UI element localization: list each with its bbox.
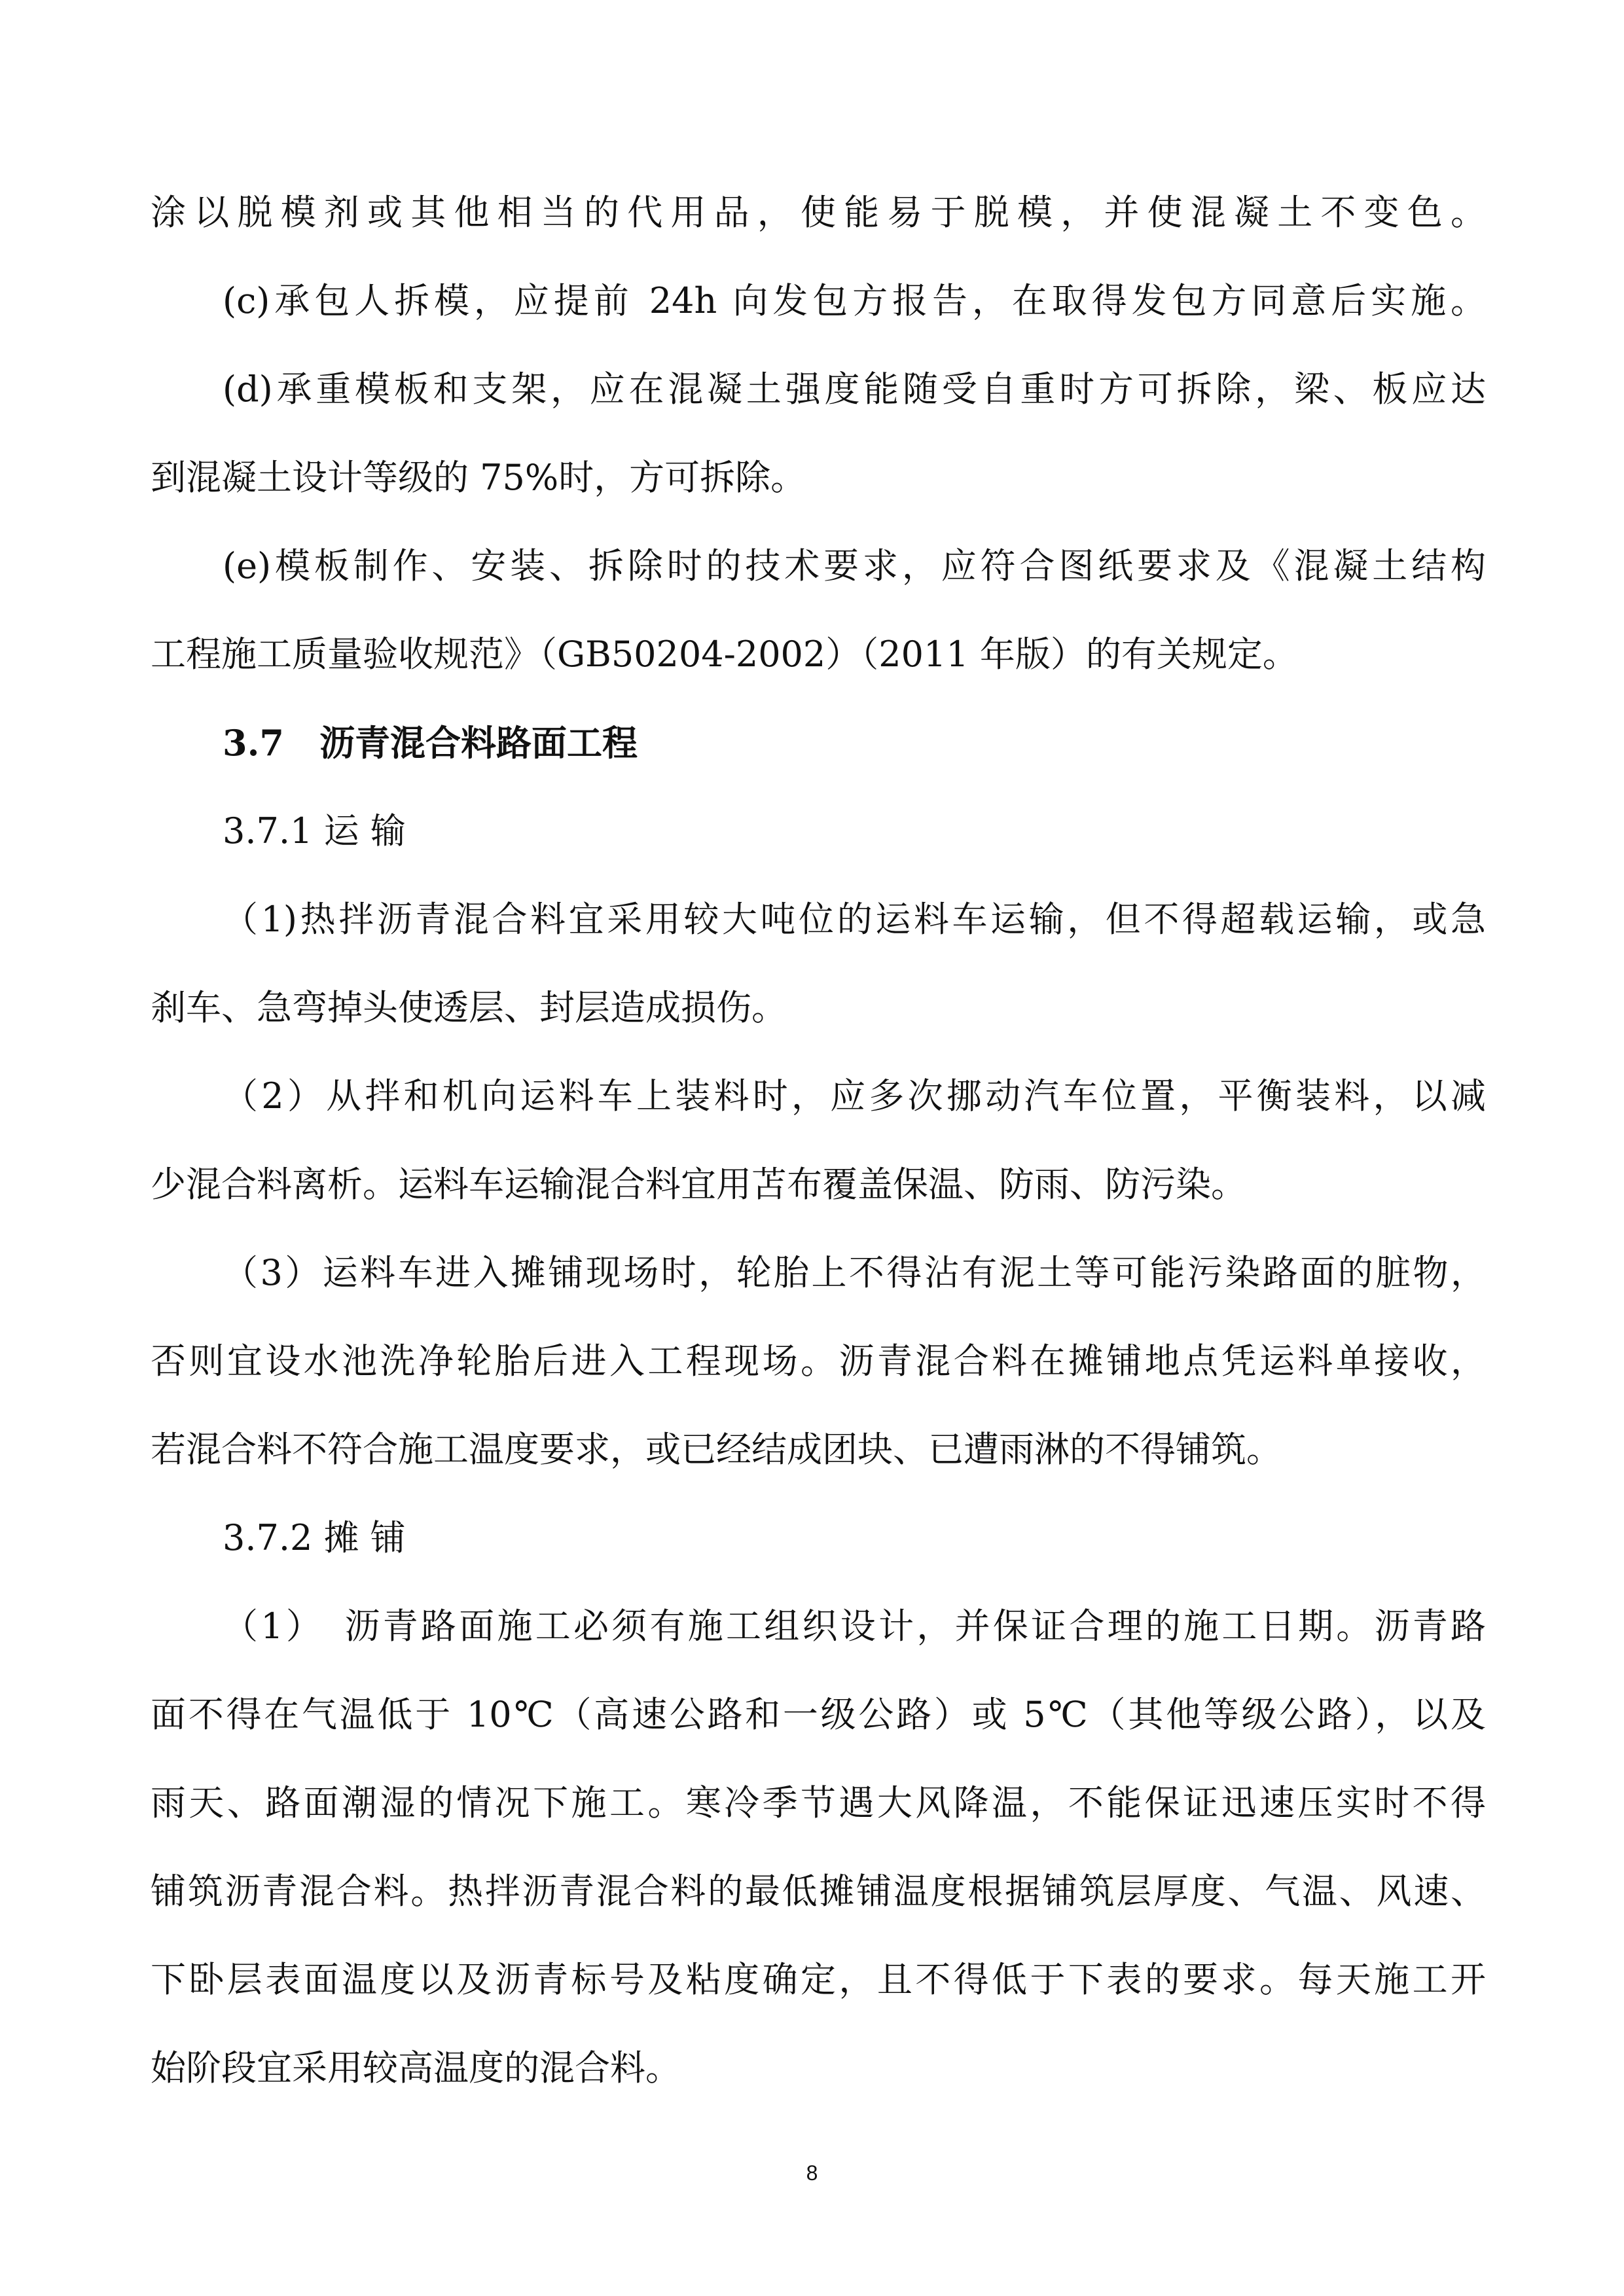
paragraph-line: 工程施工质量验收规范》（GB50204-2002）（2011 年版）的有关规定。 — [151, 634, 1298, 675]
paragraph-line: (c)承包人拆模，应提前 24h 向发包方报告，在取得发包方同意后实施。 — [223, 280, 1486, 321]
paragraph-line: 下卧层表面温度以及沥青标号及粘度确定，且不得低于下表的要求。每天施工开 — [151, 1959, 1486, 2000]
section-heading: 3.7 沥青混合料路面工程 — [223, 722, 638, 764]
subsection-heading: 3.7.2 摊 铺 — [223, 1517, 406, 1558]
paragraph-line: （3）运料车进入摊铺现场时，轮胎上不得沾有泥土等可能污染路面的脏物， — [223, 1252, 1486, 1293]
paragraph-line: （2）从拌和机向运料车上装料时，应多次挪动汽车位置，平衡装料，以减 — [223, 1075, 1486, 1117]
paragraph-line: 涂以脱模剂或其他相当的代用品，使能易于脱模，并使混凝土不变色。 — [151, 192, 1486, 233]
paragraph-line: (e)模板制作、安装、拆除时的技术要求，应符合图纸要求及《混凝土结构 — [223, 545, 1486, 586]
page-number: 8 — [806, 2161, 818, 2185]
paragraph-line: （1） 沥青路面施工必须有施工组织设计，并保证合理的施工日期。沥青路 — [223, 1605, 1486, 1647]
paragraph-line: 若混合料不符合施工温度要求，或已经结成团块、已遭雨淋的不得铺筑。 — [151, 1429, 1282, 1470]
paragraph-line: (d)承重模板和支架，应在混凝土强度能随受自重时方可拆除，梁、板应达 — [223, 368, 1486, 410]
paragraph-line: 否则宜设水池洗净轮胎后进入工程现场。沥青混合料在摊铺地点凭运料单接收， — [151, 1340, 1486, 1382]
paragraph-line: 刹车、急弯掉头使透层、封层造成损伤。 — [151, 987, 787, 1028]
subsection-heading: 3.7.1 运 输 — [223, 810, 406, 852]
paragraph-line: 始阶段宜采用较高温度的混合料。 — [151, 2047, 681, 2089]
paragraph-line: 少混合料离析。运料车运输混合料宜用苫布覆盖保温、防雨、防污染。 — [151, 1164, 1246, 1205]
paragraph-line: 雨天、路面潮湿的情况下施工。寒冷季节遇大风降温，不能保证迅速压实时不得 — [151, 1782, 1486, 1823]
paragraph-line: 到混凝土设计等级的 75%时，方可拆除。 — [151, 457, 806, 498]
paragraph-line: 铺筑沥青混合料。热拌沥青混合料的最低摊铺温度根据铺筑层厚度、气温、风速、 — [151, 1871, 1486, 1912]
paragraph-line: （1)热拌沥青混合料宜采用较大吨位的运料车运输，但不得超载运输，或急 — [223, 899, 1486, 940]
paragraph-line: 面不得在气温低于 10℃（高速公路和一级公路）或 5℃（其他等级公路），以及 — [151, 1694, 1486, 1735]
